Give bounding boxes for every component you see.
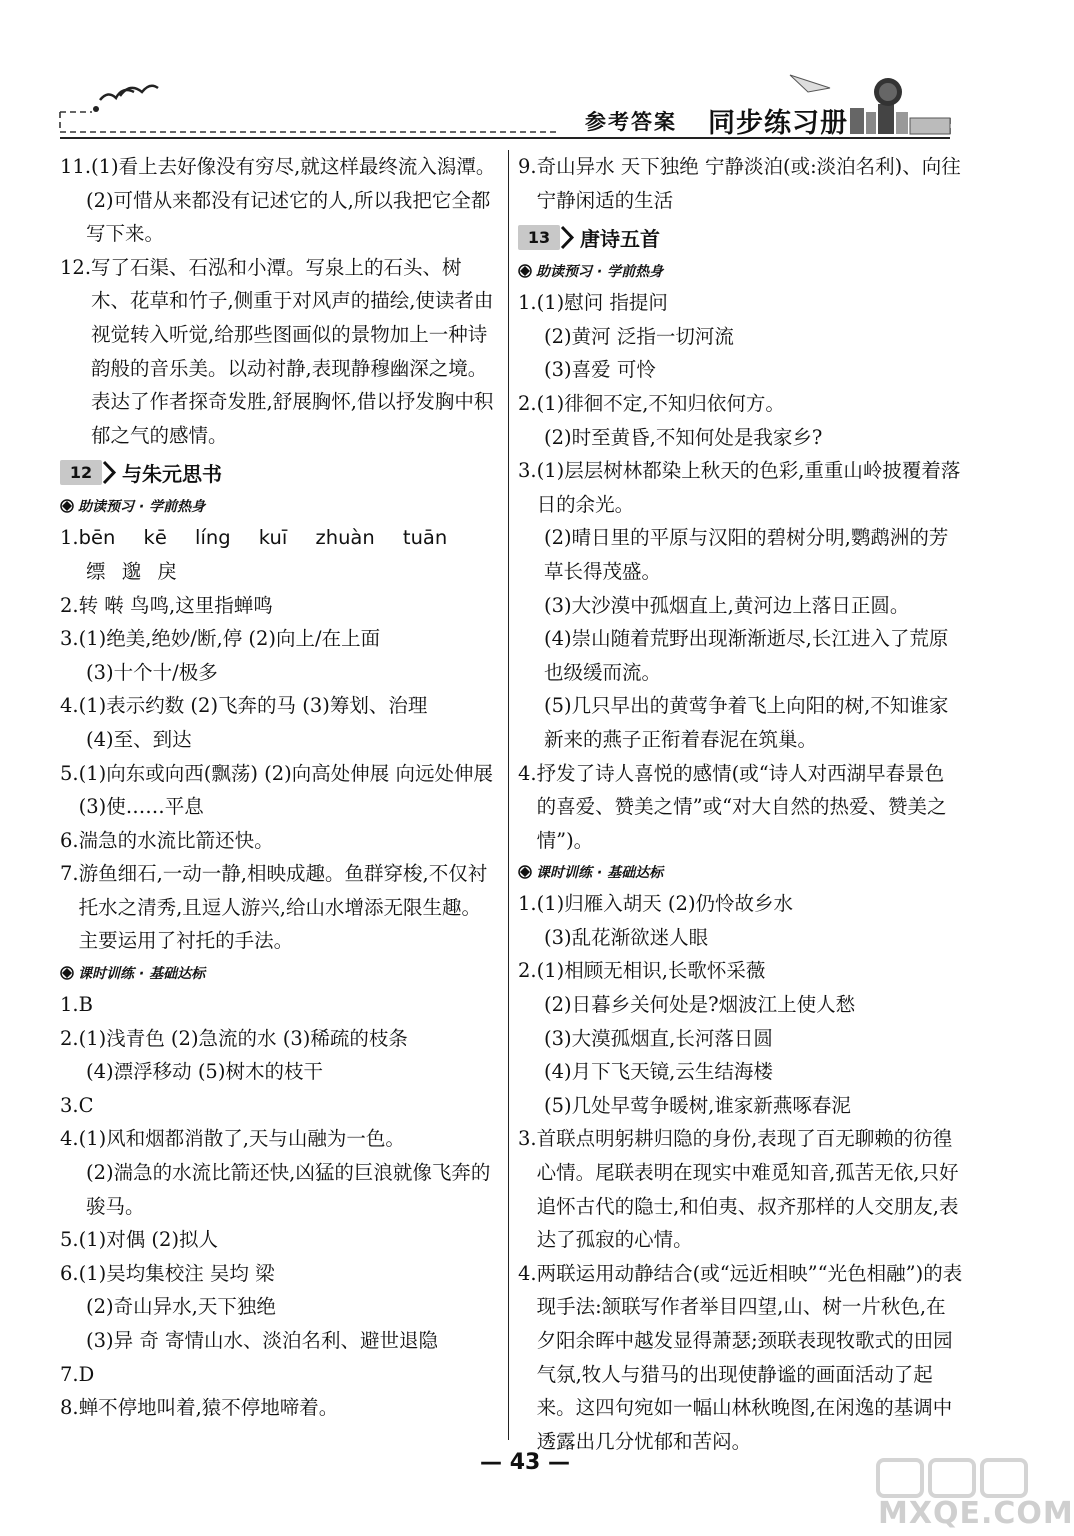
answer-item: 5. (1)对偶 (2)拟人 [60, 1228, 219, 1252]
answer-subline: (4)漂浮移动 (5)树木的枝干 [86, 1060, 323, 1084]
answer-item: 5. (1)向东或向西(飘荡) (2)向高处伸展 向远处伸展 (3)使……平息 [60, 761, 493, 819]
answer-item: 7. 游鱼细石,一动一静,相映成趣。鱼群穿梭,不仅衬托水之清秀,且逗人游兴,给山水增添无限生趣。主要运用了衬托的手法。 [60, 862, 488, 953]
bird-icon [100, 90, 134, 100]
subsection-header: 助读预习 · 学前热身 [60, 491, 500, 521]
diamond-icon [60, 499, 74, 513]
answer-item: 2. (1)徘徊不定,不知归依何方。 [518, 391, 785, 415]
answer-subline: (2)黄河 泛指一切河流 [544, 324, 734, 348]
section-title-13 [518, 219, 963, 255]
answer-item: 4. 两联运用动静结合(或“远近相映”“光色相融”)的表现手法:颔联写作者举目四望,山、树一片秋色,在夕阳余晖中越发显得萧瑟;颈联表现牧歌式的田园气氛,牧人与猎马的出现使静谧的画面活动了起来。这四句宛如一幅山林秋晚图,在闲逸的基调中透露出几分忧郁和苦闷。 [518, 1261, 963, 1453]
answer-item: 2. 转 啭 鸟鸣,这里指蝉鸣 [60, 593, 273, 617]
subsection-header: 课时训练 · 基础达标 [60, 958, 500, 988]
diamond-icon [518, 264, 532, 278]
diamond-icon [518, 865, 532, 879]
answer-item: 1. bēn kē líng kuī zhuàn tuān [60, 526, 448, 550]
header-book-title: 同步练习册 [708, 108, 848, 139]
section-number-badge: 12 [60, 460, 102, 485]
right-column [518, 150, 963, 1458]
answer-item: 1. (1)归雁入胡天 (2)仍怜故乡水 [518, 892, 794, 916]
answer-item: 6. (1)吴均集校注 吴均 梁 [60, 1261, 275, 1285]
answer-item: 12. 写了石渠、石泓和小潭。写泉上的石头、树木、花草和竹子,侧重于对风声的描绘,使读者由视觉转入听觉,给那些图画似的景物加上一种诗韵般的音乐美。以动衬静,表现静穆幽深之境。表达了作者探奇发胜,舒展胸怀,借以抒发胸中积郁之气的感情。 [60, 255, 494, 447]
answer-item: 8. 蝉不停地叫着,猿不停地啼着。 [60, 1396, 339, 1420]
section-name: 与朱元思书 [122, 461, 222, 486]
bird-icon [120, 86, 158, 96]
answer-subline: (2)时至黄昏,不知何处是我家乡? [544, 425, 823, 449]
answer-subline: (5)几处早莺争暖树,谁家新燕啄春泥 [544, 1093, 851, 1117]
watermark-text: MXQE.COM [878, 1496, 1074, 1531]
answer-subline: (5)几只早出的黄莺争着飞上向阳的树,不知谁家新来的燕子正衔着春泥在筑巢。 [544, 694, 949, 751]
answer-item: 2. (1)相顾无相识,长歌怀采薇 [518, 959, 766, 983]
page-number: — 43 — [480, 1450, 570, 1475]
answer-item: 6. 湍急的水流比箭还快。 [60, 828, 274, 852]
subsection-header: 助读预习 · 学前热身 [518, 256, 963, 286]
answer-item: 7. D [60, 1362, 95, 1386]
answer-subline: (2)晴日里的平原与汉阳的碧树分明,鹦鹉洲的芳草长得茂盛。 [544, 526, 949, 583]
answer-subline: (4)至、到达 [86, 727, 192, 751]
answer-subline: (2)湍急的水流比箭还快,凶猛的巨浪就像飞奔的骏马。 [86, 1161, 491, 1218]
answer-item: 4. 抒发了诗人喜悦的感情(或“诗人对西湖早春景色的喜爱、赞美之情”或“对大自然的热爱、赞美之情”)。 [518, 761, 947, 852]
answer-subline: (3)十个十/极多 [86, 660, 218, 684]
answer-subline: (2)奇山异水,天下独绝 [86, 1295, 276, 1319]
chevron-right-icon [102, 460, 116, 485]
section-title-12 [60, 454, 500, 490]
answer-item: 1. (1)慰问 指提问 [518, 291, 668, 315]
answer-subline: 缥 邈 戾 [86, 559, 177, 583]
answer-item: 2. (1)浅青色 (2)急流的水 (3)稀疏的枝条 [60, 1026, 408, 1050]
left-column [60, 150, 500, 1425]
answer-item: 3. C [60, 1093, 94, 1117]
answer-subline: (4)月下飞天镜,云生结海楼 [544, 1060, 773, 1084]
paper-plane-icon [790, 75, 830, 92]
answer-subline: (4)崇山随着荒野出现渐渐逝尽,长江进入了荒原也级缓而流。 [544, 627, 949, 684]
answer-item: 4. (1)表示约数 (2)飞奔的马 (3)筹划、治理 [60, 694, 428, 718]
page-header [0, 0, 1050, 150]
subsection-header: 课时训练 · 基础达标 [518, 857, 963, 887]
diamond-icon [60, 966, 74, 980]
answer-item: 11. (1)看上去好像没有穷尽,就这样最终流入潟潭。 [60, 155, 496, 178]
section-number-badge: 13 [518, 225, 560, 250]
column-divider [508, 150, 509, 1440]
answer-item: 4. (1)风和烟都消散了,天与山融为一色。 [60, 1127, 405, 1151]
answer-subline: (2)日暮乡关何处是?烟波江上使人愁 [544, 993, 856, 1017]
answer-subline: (3)异 奇 寄情山水、淡泊名利、避世退隐 [86, 1329, 439, 1352]
answer-item: 9. 奇山异水 天下独绝 宁静淡泊(或:淡泊名利)、向往宁静闲适的生活 [518, 155, 961, 212]
answer-subline: (2)可惜从来都没有记述它的人,所以我把它全都写下来。 [86, 188, 491, 246]
section-name: 唐诗五首 [580, 226, 660, 251]
header-decoration [0, 0, 1050, 150]
header-answers-title: 参考答案 [585, 109, 677, 134]
answer-item: 1. B [60, 993, 93, 1017]
answer-subline: (3)大漠孤烟直,长河落日圆 [544, 1026, 773, 1050]
answer-item: 3. (1)绝美,绝妙/断,停 (2)向上/在上面 [60, 627, 381, 651]
answer-subline: (3)乱花渐欲迷人眼 [544, 925, 709, 949]
answer-subline: (3)大沙漠中孤烟直上,黄河边上落日正圆。 [544, 593, 910, 617]
answer-subline: (3)喜爱 可怜 [544, 358, 656, 382]
chevron-right-icon [560, 225, 574, 250]
answer-item: 3. 首联点明躬耕归隐的身份,表现了百无聊赖的彷徨心情。尾联表明在现实中难觅知音,孤苦无依,只好追怀古代的隐士,和伯夷、叔齐那样的人交朋友,表达了孤寂的心情。 [518, 1127, 959, 1252]
answer-item: 3. (1)层层树林都染上秋天的色彩,重重山岭披覆着落日的余光。 [518, 459, 961, 516]
